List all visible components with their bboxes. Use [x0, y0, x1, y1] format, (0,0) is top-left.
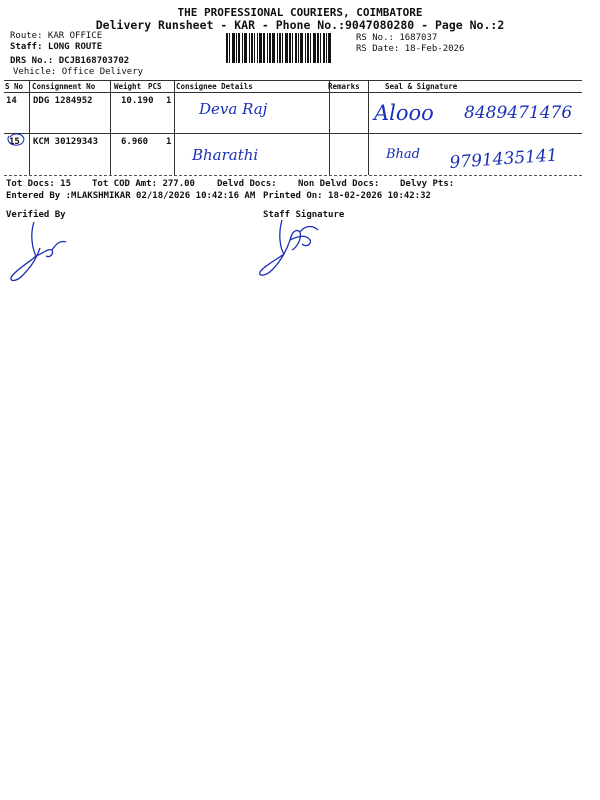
row1-seal-handwriting	[372, 96, 592, 130]
col-divider	[29, 80, 30, 175]
row1-consignee-handwriting	[195, 96, 305, 124]
col-header-consignment: Consignment No	[32, 82, 96, 91]
col-divider	[110, 80, 111, 175]
row1-consignment: DDG 1284952	[33, 96, 93, 106]
company-title: THE PROFESSIONAL COURIERS, COIMBATORE	[177, 6, 423, 19]
row1-phone: 8489471476	[464, 103, 573, 123]
col-header-consignee: Consignee Details	[176, 82, 253, 91]
verified-by-label: Verified By	[6, 210, 66, 220]
rs-number: RS No.: 1687037	[356, 33, 438, 43]
row2-weight: 6.960	[121, 137, 149, 147]
row2-pcs: 1	[166, 137, 172, 147]
row2-sno-circle	[4, 130, 30, 150]
tot-docs: Tot Docs: 15	[6, 179, 72, 189]
printed-on: Printed On: 18-02-2026 10:42:32	[263, 191, 431, 201]
delvy-pts: Delvy Pts:	[400, 179, 455, 189]
tot-cod-amt: Tot COD Amt: 277.00	[92, 179, 195, 189]
col-divider	[174, 80, 175, 175]
rs-date: RS Date: 18-Feb-2026	[356, 44, 465, 54]
row2-seal-handwriting	[376, 136, 596, 176]
delvd-docs: Delvd Docs:	[217, 179, 277, 189]
col-divider	[329, 80, 330, 175]
row2-consignee: Bharathi	[192, 146, 259, 164]
row2-seal: Bhad	[386, 147, 420, 162]
route-label: Route: KAR OFFICE	[10, 31, 103, 41]
non-delvd-docs: Non Delvd Docs:	[298, 179, 380, 189]
row2-sno: 15	[9, 137, 20, 147]
vehicle-label: Vehicle: Office Delivery	[13, 67, 144, 77]
entered-by: Entered By :MLAKSHMIKAR 02/18/2026 10:42:16 AM	[6, 191, 256, 201]
row-divider	[4, 133, 582, 134]
drs-number: DRS No.: DCJB168703702	[10, 56, 130, 66]
col-header-weight: Weight	[114, 82, 142, 91]
runsheet-subtitle: Delivery Runsheet - KAR - Phone No.:9047080280 - Page No.:2	[95, 18, 505, 32]
row2-consignee-handwriting	[188, 142, 298, 170]
barcode	[226, 33, 352, 63]
col-header-sno: S No	[5, 82, 24, 91]
table-header-rule	[4, 92, 582, 93]
col-header-remarks: Remarks	[328, 82, 360, 91]
row1-consignee: Deva Raj	[199, 100, 268, 118]
row1-weight: 10.190	[121, 96, 154, 106]
table-top-rule	[4, 80, 582, 81]
verified-by-signature	[6, 218, 76, 284]
staff-signature	[256, 214, 326, 278]
staff-label: Staff: LONG ROUTE	[10, 42, 103, 52]
row2-phone: 9791435141	[448, 145, 559, 173]
staff-signature-label: Staff Signature	[263, 210, 345, 220]
col-divider	[368, 80, 369, 175]
row1-sno: 14	[6, 96, 17, 106]
col-header-pcs: PCS	[148, 82, 162, 91]
col-header-seal: Seal & Signature	[385, 82, 458, 91]
row1-pcs: 1	[166, 96, 172, 106]
row1-seal: Alooo	[374, 101, 434, 125]
row2-consignment: KCM 30129343	[33, 137, 99, 147]
